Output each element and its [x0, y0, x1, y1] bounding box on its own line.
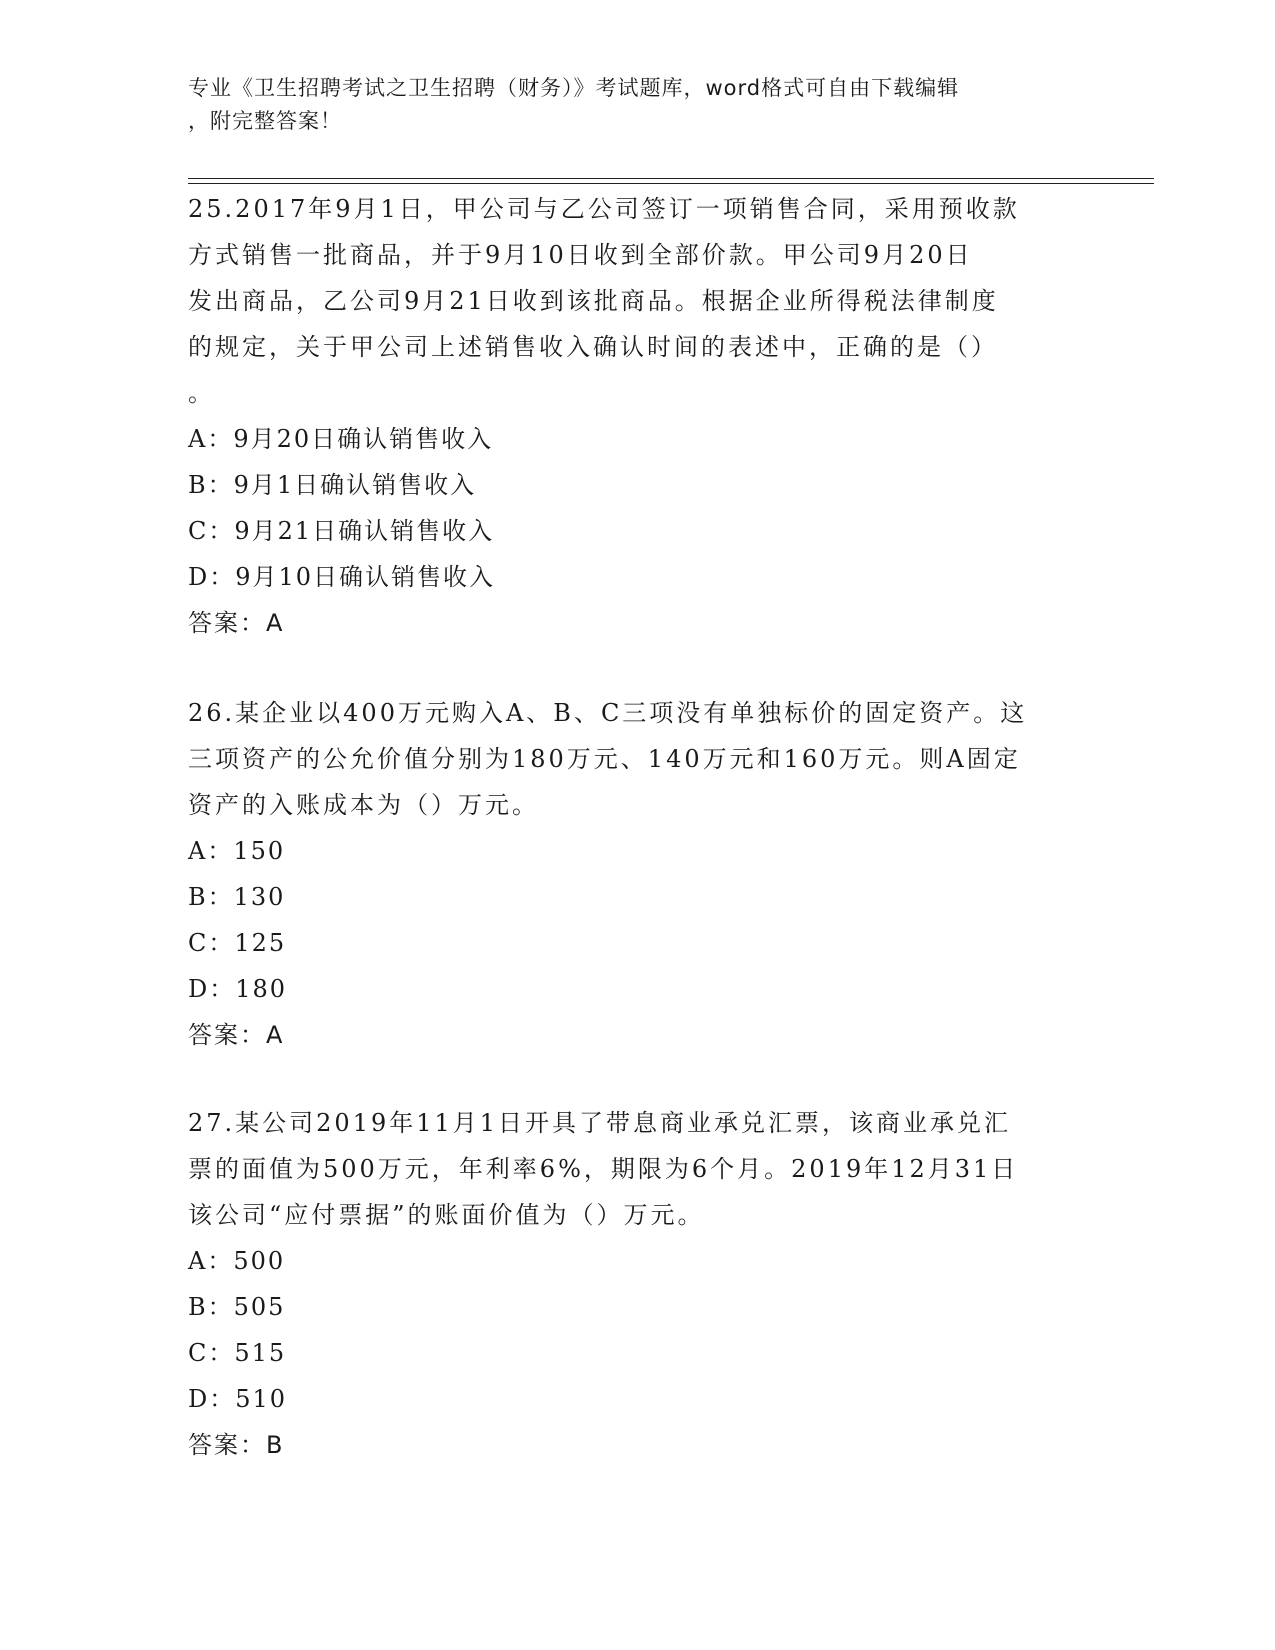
header-line-1: 专业《卫生招聘考试之卫生招聘（财务）》考试题库，word格式可自由下载编辑 [188, 76, 960, 100]
stem-line: 的规定，关于甲公司上述销售收入确认时间的表述中，正确的是（） [188, 333, 998, 361]
option-a: A：500 [188, 1247, 286, 1275]
question-27 [188, 1100, 1088, 1468]
header-divider-top [188, 178, 1154, 179]
stem-line: 三项资产的公允价值分别为180万元、140万元和160万元。则A固定 [188, 745, 1021, 773]
document-header [188, 72, 1068, 138]
stem-line: 27.某公司2019年11月1日开具了带息商业承兑汇票，该商业承兑汇 [188, 1109, 1012, 1137]
question-25 [188, 186, 1088, 646]
stem-line: 发出商品，乙公司9月21日收到该批商品。根据企业所得税法律制度 [188, 287, 999, 315]
option-b: B：9月1日确认销售收入 [188, 471, 477, 499]
option-a: A：9月20日确认销售收入 [188, 425, 494, 453]
stem-line: 资产的入账成本为（）万元。 [188, 791, 539, 819]
stem-line: 26.某企业以400万元购入A、B、C三项没有单独标价的固定资产。这 [188, 699, 1028, 727]
question-stem [188, 1100, 1088, 1238]
option-c: C：515 [188, 1339, 287, 1367]
stem-line: 。 [188, 379, 215, 407]
answer: 答案：B [188, 1431, 285, 1459]
stem-line: 该公司“应付票据”的账面价值为（）万元。 [188, 1201, 705, 1229]
option-d: D：510 [188, 1385, 288, 1413]
stem-line: 方式销售一批商品，并于9月10日收到全部价款。甲公司9月20日 [188, 241, 973, 269]
stem-line: 票的面值为500万元，年利率6%，期限为6个月。2019年12月31日 [188, 1155, 1019, 1183]
option-c: C：9月21日确认销售收入 [188, 517, 495, 545]
option-d: D：9月10日确认销售收入 [188, 563, 496, 591]
option-c: C：125 [188, 929, 287, 957]
stem-line: 25.2017年9月1日，甲公司与乙公司签订一项销售合同，采用预收款 [188, 195, 1020, 223]
question-26 [188, 690, 1088, 1058]
option-a: A：150 [188, 837, 286, 865]
question-stem [188, 186, 1088, 416]
option-b: B：505 [188, 1293, 286, 1321]
answer: 答案：A [188, 1021, 285, 1049]
option-b: B：130 [188, 883, 286, 911]
header-line-2: ，附完整答案！ [188, 109, 342, 133]
header-divider-bottom [188, 183, 1154, 184]
question-stem [188, 690, 1088, 828]
answer: 答案：A [188, 609, 285, 637]
option-d: D：180 [188, 975, 288, 1003]
